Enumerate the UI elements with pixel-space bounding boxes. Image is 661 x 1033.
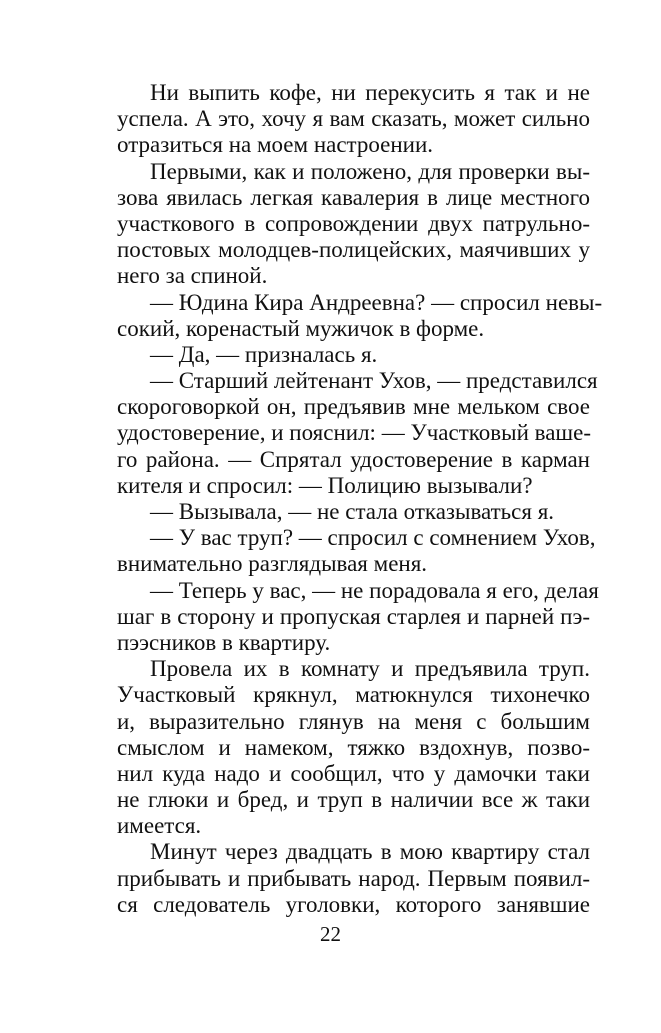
text-line: прибывать и прибывать народ. Первым появил- xyxy=(117,865,590,891)
text-line: успела. А это, хочу я вам сказать, может сильно xyxy=(117,106,590,132)
text-line: него за спиной. xyxy=(117,263,268,289)
text-line: Провела их в комнату и предъявила труп. xyxy=(150,656,590,682)
text-line: смыслом и намеком, тяжко вздохнув, позво- xyxy=(117,734,590,760)
text-line: имеется. xyxy=(117,813,202,839)
text-line: пээсников в квартиру. xyxy=(117,629,331,655)
text-line: не глюки и бред, и труп в наличии все ж таки xyxy=(117,787,590,813)
text-line: и, выразительно глянув на меня с большим xyxy=(117,708,590,734)
text-line: кителя и спросил: — Полицию вызывали? xyxy=(117,472,533,498)
text-line: зова явилась легкая кавалерия в лице местного xyxy=(117,184,590,210)
text-line: — Юдина Кира Андреевна? — спросил невы- xyxy=(150,289,603,315)
text-line: — Теперь у вас, — не порадовала я его, делая xyxy=(150,577,599,603)
text-line: — У вас труп? — спросил с сомнением Ухов, xyxy=(150,525,596,551)
text-line: — Да, — призналась я. xyxy=(150,341,378,367)
text-line: — Старший лейтенант Ухов, — представился xyxy=(150,368,598,394)
text-line: отразиться на моем настроении. xyxy=(117,132,434,158)
text-line: — Вызывала, — не стала отказываться я. xyxy=(150,499,555,524)
text-line: Минут через двадцать в мою квартиру стал xyxy=(150,839,590,865)
text-line: Участковый крякнул, матюкнулся тихонечко xyxy=(117,682,590,708)
text-line: скороговоркой он, предъявив мне мельком свое xyxy=(117,394,590,420)
text-line: участкового в сопровождении двух патрульно- xyxy=(117,210,590,236)
text-line: шаг в сторону и пропуская старлея и парней пэ- xyxy=(117,603,590,629)
text-line: удостоверение, и пояснил: — Участковый ваше- xyxy=(117,420,591,446)
page-number: 22 xyxy=(320,922,341,946)
text-line: ся следователь уголовки, которого занявшие xyxy=(117,891,590,917)
text-line: внимательно разглядывая меня. xyxy=(117,551,428,577)
text-line: нил куда надо и сообщил, что у дамочки таки xyxy=(117,760,590,786)
text-line: Ни выпить кофе, ни перекусить я так и не xyxy=(150,80,590,105)
body-text xyxy=(117,80,603,918)
text-line: постовых молодцев-полицейских, маячивших у xyxy=(117,237,590,263)
text-line: сокий, коренастый мужичок в форме. xyxy=(117,315,485,341)
text-line: го района. — Спрятал удостоверение в карман xyxy=(117,446,590,472)
text-line: Первыми, как и положено, для проверки вы- xyxy=(150,158,590,184)
